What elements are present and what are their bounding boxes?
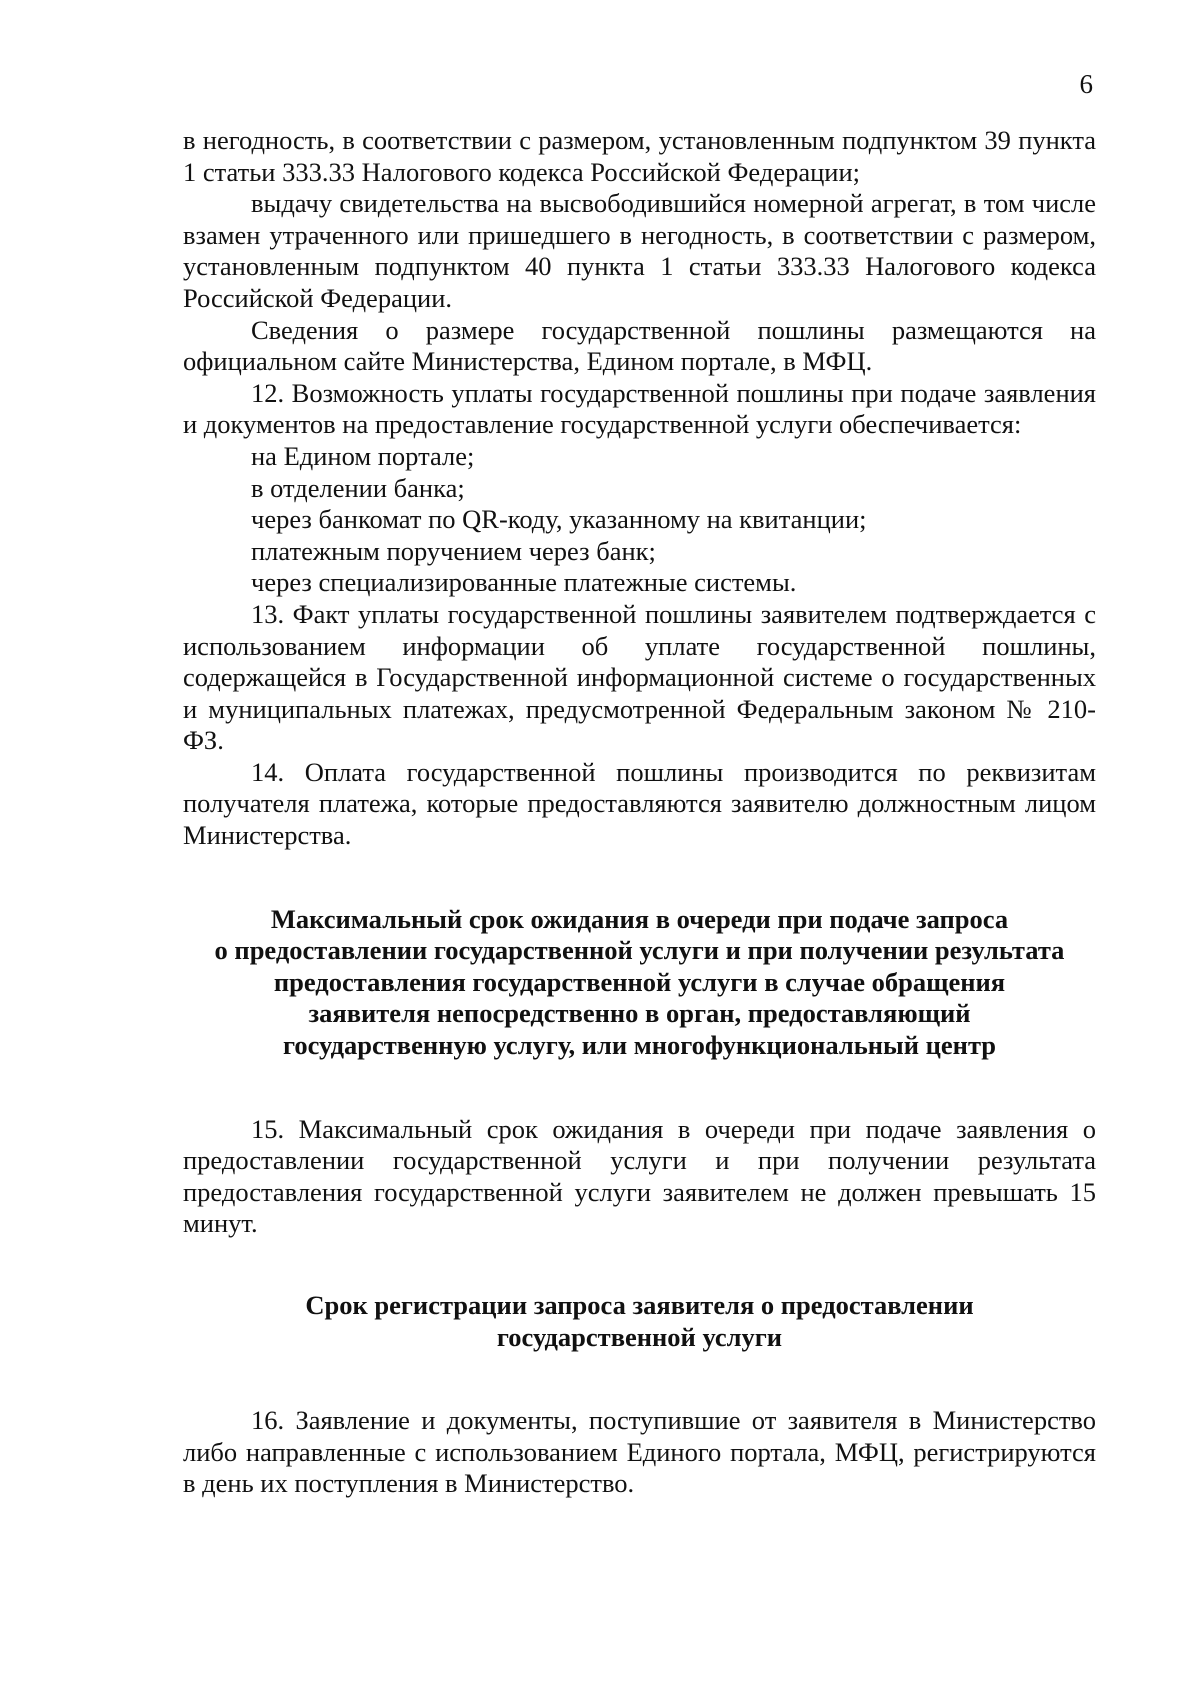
document-body — [183, 125, 1096, 1500]
payment-method-item: платежным поручением через банк; — [251, 535, 656, 566]
payment-method-item: в отделении банка; — [251, 472, 465, 503]
paragraph-14: 14. Оплата государственной пошлины производится по реквизитам получателя платежа, которые предоставляются заявителю должностным лицом Министерства. — [183, 756, 1096, 851]
heading-line: заявителя непосредственно в орган, предоставляющий — [308, 998, 971, 1029]
paragraph-16: 16. Заявление и документы, поступившие от заявителя в Министерство либо направленные с использованием Единого портала, МФЦ, регистрируются в день их поступления в Министерство. — [183, 1405, 1096, 1499]
payment-method-item: на Едином портале; — [251, 440, 475, 471]
heading-line: Максимальный срок ожидания в очереди при подаче запроса — [270, 903, 1009, 934]
page-number: 6 — [1079, 69, 1093, 99]
paragraph-13: 13. Факт уплаты государственной пошлины заявителем подтверждается с использованием информации об уплате государственной пошлины, содержащейся в Государственной информационной системе о государственных и муниципальных платежах, предусмотренной Федеральным законом № 210-ФЗ. — [183, 598, 1096, 756]
payment-method-item: через специализированные платежные системы. — [251, 567, 797, 598]
paragraph-15: 15. Максимальный срок ожидания в очереди при подаче заявления о предоставлении государственной услуги и при получении результата предоставления государственной услуги заявителем не должен превышать 15 минут. — [183, 1113, 1096, 1239]
heading-line: о предоставлении государственной услуги и при получении результата — [214, 935, 1065, 966]
section-heading-waiting-time — [183, 904, 1096, 1062]
heading-line: государственной услуги — [496, 1321, 783, 1352]
section-heading-registration — [183, 1290, 1096, 1353]
heading-line: Срок регистрации запроса заявителя о предоставлении — [305, 1290, 974, 1320]
paragraph-12: 12. Возможность уплаты государственной пошлины при подаче заявления и документов на предоставление государственной услуги обеспечивается: — [183, 377, 1096, 440]
continuation-paragraph: в негодность, в соответствии с размером, установленным подпунктом 39 пункта 1 статьи 333.33 Налогового кодекса Российской Федерации; — [183, 125, 1096, 187]
heading-line: предоставления государственной услуги в случае обращения — [273, 966, 1006, 997]
paragraph-fee-info: Сведения о размере государственной пошлины размещаются на официальном сайте Министерства, Едином портале, в МФЦ. — [183, 314, 1096, 377]
heading-line: государственную услугу, или многофункциональный центр — [282, 1030, 997, 1061]
payment-method-item: через банкомат по QR-коду, указанному на квитанции; — [251, 504, 867, 535]
paragraph-certificate: выдачу свидетельства на высвободившийся номерной агрегат, в том числе взамен утраченного или пришедшего в негодность, в соответствии с размером, установленным подпунктом 40 пункта 1 статьи 333.33 Налогового кодекса Российской Федерации. — [183, 188, 1096, 313]
